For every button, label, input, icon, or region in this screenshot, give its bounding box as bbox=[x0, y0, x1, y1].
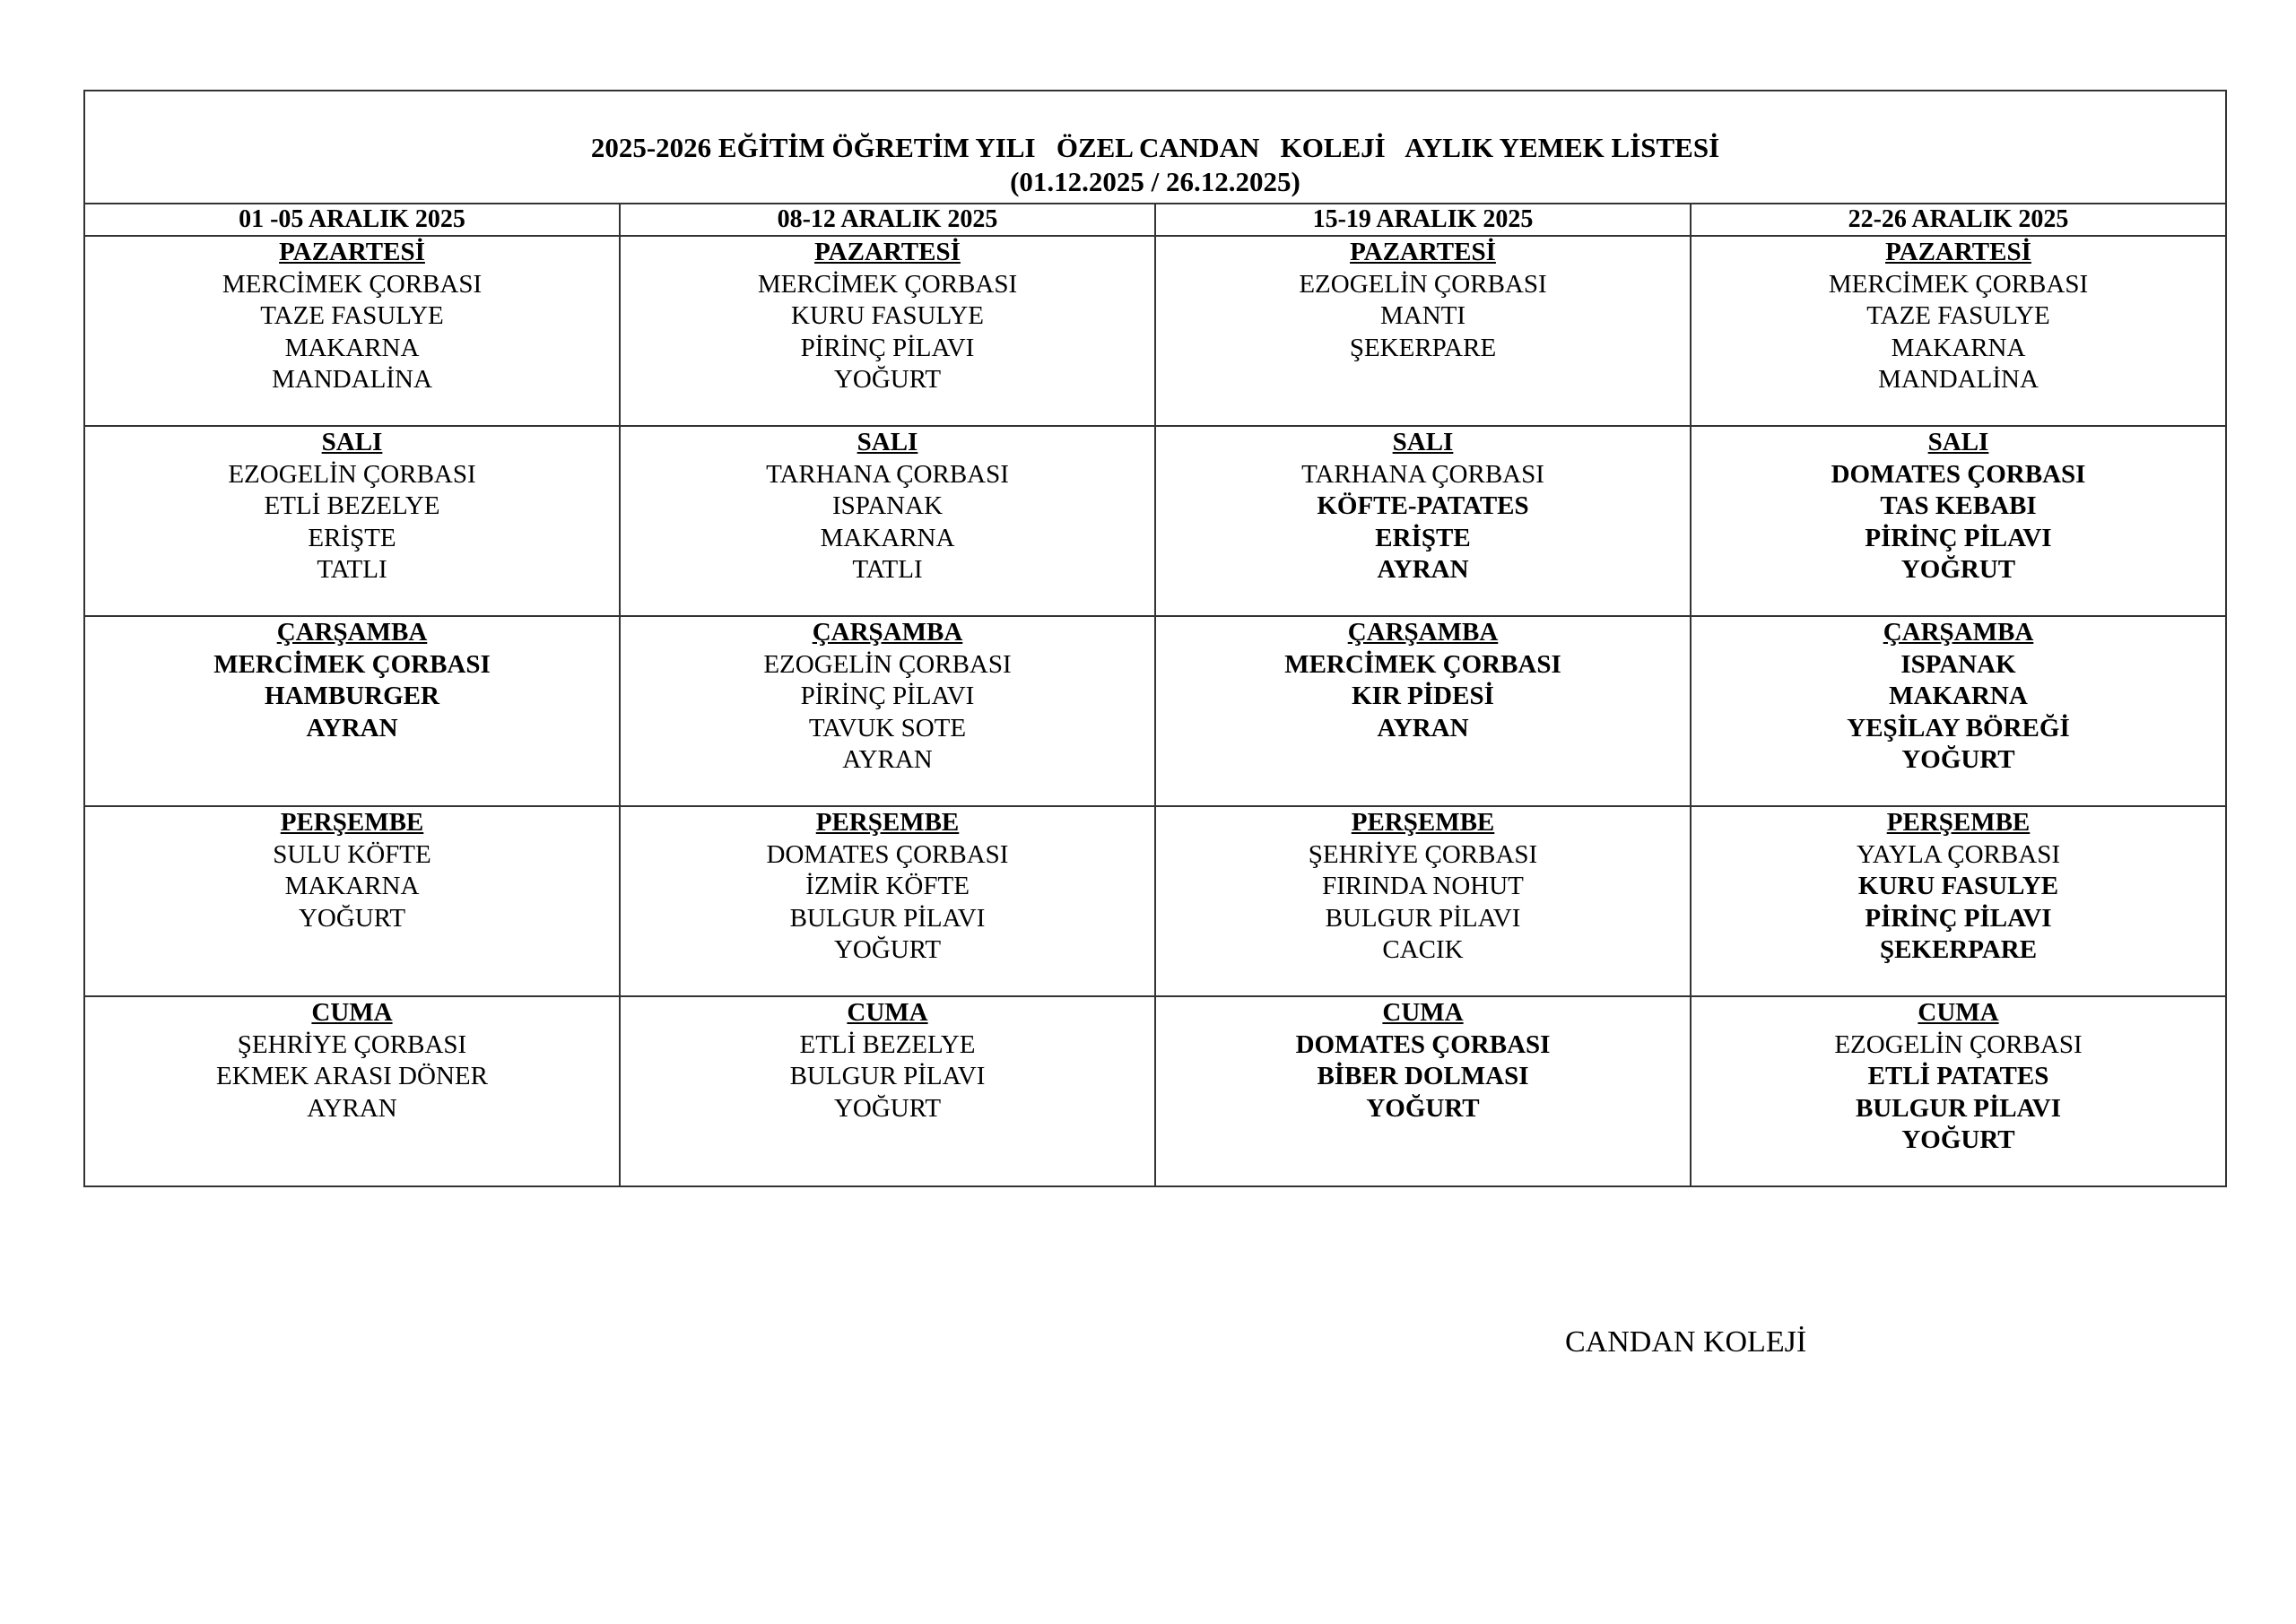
day-name: CUMA bbox=[1382, 998, 1464, 1027]
menu-item: DOMATES ÇORBASI bbox=[1831, 459, 2086, 489]
menu-item: EZOGELİN ÇORBASI bbox=[1299, 269, 1547, 299]
menu-item: AYRAN bbox=[842, 745, 933, 774]
menu-item: BULGUR PİLAVI bbox=[1855, 1093, 2062, 1123]
day-name: CUMA bbox=[847, 998, 928, 1027]
menu-cell bbox=[620, 996, 1155, 1186]
menu-item: MAKARNA bbox=[820, 523, 955, 552]
day-name: PERŞEMBE bbox=[815, 808, 960, 837]
menu-item: MAKARNA bbox=[1891, 333, 2026, 362]
menu-item: TAVUK SOTE bbox=[808, 713, 967, 743]
menu-item: EZOGELİN ÇORBASI bbox=[763, 649, 1012, 679]
menu-item: YOĞURT bbox=[833, 365, 942, 394]
day-name: PAZARTESİ bbox=[1885, 238, 2031, 266]
menu-item: DOMATES ÇORBASI bbox=[766, 839, 1009, 869]
menu-item: MERCİMEK ÇORBASI bbox=[1828, 269, 2089, 299]
menu-item: KURU FASULYE bbox=[1857, 872, 2059, 900]
menu-item: PİRİNÇ PİLAVI bbox=[800, 682, 975, 710]
menu-item: MANDALİNA bbox=[1878, 365, 2039, 394]
menu-item: YOĞRUT bbox=[1900, 555, 2016, 584]
day-row bbox=[84, 236, 2226, 426]
menu-item: MANTI bbox=[1379, 301, 1466, 330]
day-name: SALI bbox=[857, 428, 918, 456]
menu-cell bbox=[1155, 236, 1691, 426]
menu-cell bbox=[620, 236, 1155, 426]
menu-cell bbox=[1691, 996, 2226, 1186]
menu-item: ŞEKERPARE bbox=[1349, 333, 1497, 362]
menu-item: TARHANA ÇORBASI bbox=[1301, 459, 1544, 489]
day-name: ÇARŞAMBA bbox=[812, 618, 963, 647]
menu-item: TAZE FASULYE bbox=[1866, 301, 2050, 330]
day-row bbox=[84, 426, 2226, 616]
menu-item: KURU FASULYE bbox=[791, 301, 984, 330]
menu-item: ERİŞTE bbox=[1375, 523, 1471, 552]
menu-body bbox=[84, 236, 2226, 1186]
week-header: 08-12 ARALIK 2025 bbox=[620, 204, 1155, 236]
menu-cell bbox=[1155, 616, 1691, 806]
menu-item: TAS KEBABI bbox=[1880, 491, 2037, 520]
title-line-2: (01.12.2025 / 26.12.2025) bbox=[1010, 166, 1300, 197]
menu-item: BİBER DOLMASI bbox=[1317, 1062, 1529, 1090]
menu-item: HAMBURGER bbox=[265, 682, 439, 710]
menu-cell bbox=[84, 426, 620, 616]
menu-item: AYRAN bbox=[1377, 555, 1469, 584]
day-name: PERŞEMBE bbox=[1351, 808, 1495, 837]
menu-cell bbox=[84, 806, 620, 996]
table-title bbox=[84, 91, 2226, 204]
menu-item: İZMİR KÖFTE bbox=[805, 872, 970, 900]
day-name: PERŞEMBE bbox=[280, 808, 424, 837]
menu-item: ŞEHRİYE ÇORBASI bbox=[1308, 839, 1538, 869]
menu-item: TAZE FASULYE bbox=[260, 301, 444, 330]
menu-item: BULGUR PİLAVI bbox=[1325, 903, 1521, 933]
title-line-1: 2025-2026 EĞİTİM ÖĞRETİM YILI ÖZEL CANDAN KOLEJİ AYLIK YEMEK LİSTESİ bbox=[590, 132, 1720, 163]
menu-cell bbox=[1155, 996, 1691, 1186]
day-name: ÇARŞAMBA bbox=[1347, 618, 1499, 647]
week-header: 15-19 ARALIK 2025 bbox=[1155, 204, 1691, 236]
menu-item: ERİŞTE bbox=[308, 523, 396, 552]
menu-item: PİRİNÇ PİLAVI bbox=[1865, 903, 2052, 933]
week-header: 01 -05 ARALIK 2025 bbox=[84, 204, 620, 236]
day-name: CUMA bbox=[1918, 998, 1999, 1027]
menu-cell bbox=[620, 616, 1155, 806]
menu-item: BULGUR PİLAVI bbox=[789, 903, 986, 933]
day-row bbox=[84, 806, 2226, 996]
menu-item: AYRAN bbox=[307, 1093, 397, 1123]
day-name: CUMA bbox=[311, 998, 393, 1027]
menu-item: MANDALİNA bbox=[272, 365, 432, 394]
day-row bbox=[84, 616, 2226, 806]
menu-cell bbox=[1155, 426, 1691, 616]
menu-item: MERCİMEK ÇORBASI bbox=[757, 269, 1018, 299]
menu-item: EZOGELİN ÇORBASI bbox=[1834, 1029, 2083, 1059]
monthly-menu-table bbox=[83, 90, 2227, 1187]
day-name: PAZARTESİ bbox=[1350, 238, 1496, 266]
menu-item: MERCİMEK ÇORBASI bbox=[1284, 649, 1561, 679]
menu-cell bbox=[620, 426, 1155, 616]
menu-item: ISPANAK bbox=[831, 491, 944, 520]
menu-item: ŞEHRİYE ÇORBASI bbox=[237, 1029, 467, 1059]
menu-item: TARHANA ÇORBASI bbox=[766, 459, 1009, 489]
week-header-row bbox=[84, 204, 2226, 236]
menu-item: EZOGELİN ÇORBASI bbox=[228, 459, 476, 489]
menu-item: YOĞURT bbox=[1366, 1093, 1480, 1123]
menu-item: YOĞURT bbox=[833, 1093, 942, 1123]
menu-item: AYRAN bbox=[306, 713, 398, 743]
menu-item: YOĞURT bbox=[298, 903, 406, 933]
menu-item: KIR PİDESİ bbox=[1352, 682, 1494, 710]
menu-item: PİRİNÇ PİLAVI bbox=[1865, 523, 2052, 552]
menu-cell bbox=[84, 996, 620, 1186]
menu-item: ETLİ PATATES bbox=[1867, 1062, 2049, 1090]
day-name: PAZARTESİ bbox=[279, 238, 425, 266]
menu-item: TATLI bbox=[317, 555, 387, 584]
menu-item: MAKARNA bbox=[284, 333, 420, 362]
menu-item: FIRINDA NOHUT bbox=[1322, 872, 1524, 900]
menu-item: KÖFTE-PATATES bbox=[1317, 491, 1529, 520]
day-name: ÇARŞAMBA bbox=[1883, 618, 2034, 647]
menu-cell bbox=[84, 236, 620, 426]
menu-item: YOĞURT bbox=[833, 935, 942, 964]
menu-cell bbox=[1691, 806, 2226, 996]
menu-item: AYRAN bbox=[1377, 713, 1469, 743]
menu-item: YOĞURT bbox=[1901, 745, 2015, 774]
day-name: SALI bbox=[1927, 428, 1989, 456]
menu-item: PİRİNÇ PİLAVI bbox=[800, 333, 975, 362]
menu-item: YAYLA ÇORBASI bbox=[1857, 839, 2060, 869]
menu-item: ETLİ BEZELYE bbox=[799, 1029, 976, 1059]
menu-cell bbox=[84, 616, 620, 806]
menu-item: YEŞİLAY BÖREĞİ bbox=[1847, 713, 2070, 743]
menu-item: YOĞURT bbox=[1901, 1125, 2015, 1154]
menu-item: DOMATES ÇORBASI bbox=[1295, 1029, 1551, 1059]
menu-item: TATLI bbox=[852, 555, 923, 584]
day-name: SALI bbox=[1392, 428, 1454, 456]
menu-item: BULGUR PİLAVI bbox=[789, 1062, 986, 1090]
day-name: ÇARŞAMBA bbox=[276, 618, 428, 647]
menu-cell bbox=[1691, 426, 2226, 616]
signature: CANDAN KOLEJİ bbox=[1565, 1325, 1807, 1359]
week-header: 22-26 ARALIK 2025 bbox=[1691, 204, 2226, 236]
menu-item: ISPANAK bbox=[1900, 649, 2016, 679]
menu-cell bbox=[1691, 236, 2226, 426]
menu-item: ETLİ BEZELYE bbox=[264, 491, 440, 520]
menu-item: CACIK bbox=[1382, 935, 1464, 964]
day-row bbox=[84, 996, 2226, 1186]
menu-item: SULU KÖFTE bbox=[273, 839, 431, 869]
day-name: PAZARTESİ bbox=[814, 238, 961, 266]
menu-item: EKMEK ARASI DÖNER bbox=[216, 1062, 488, 1090]
menu-cell bbox=[620, 806, 1155, 996]
menu-item: MAKARNA bbox=[284, 872, 420, 900]
menu-item: MERCİMEK ÇORBASI bbox=[222, 269, 483, 299]
menu-cell bbox=[1155, 806, 1691, 996]
menu-item: MAKARNA bbox=[1889, 682, 2028, 710]
day-name: SALI bbox=[321, 428, 383, 456]
day-name: PERŞEMBE bbox=[1886, 808, 2031, 837]
menu-item: MERCİMEK ÇORBASI bbox=[213, 649, 491, 679]
menu-item: ŞEKERPARE bbox=[1879, 935, 2038, 964]
menu-cell bbox=[1691, 616, 2226, 806]
